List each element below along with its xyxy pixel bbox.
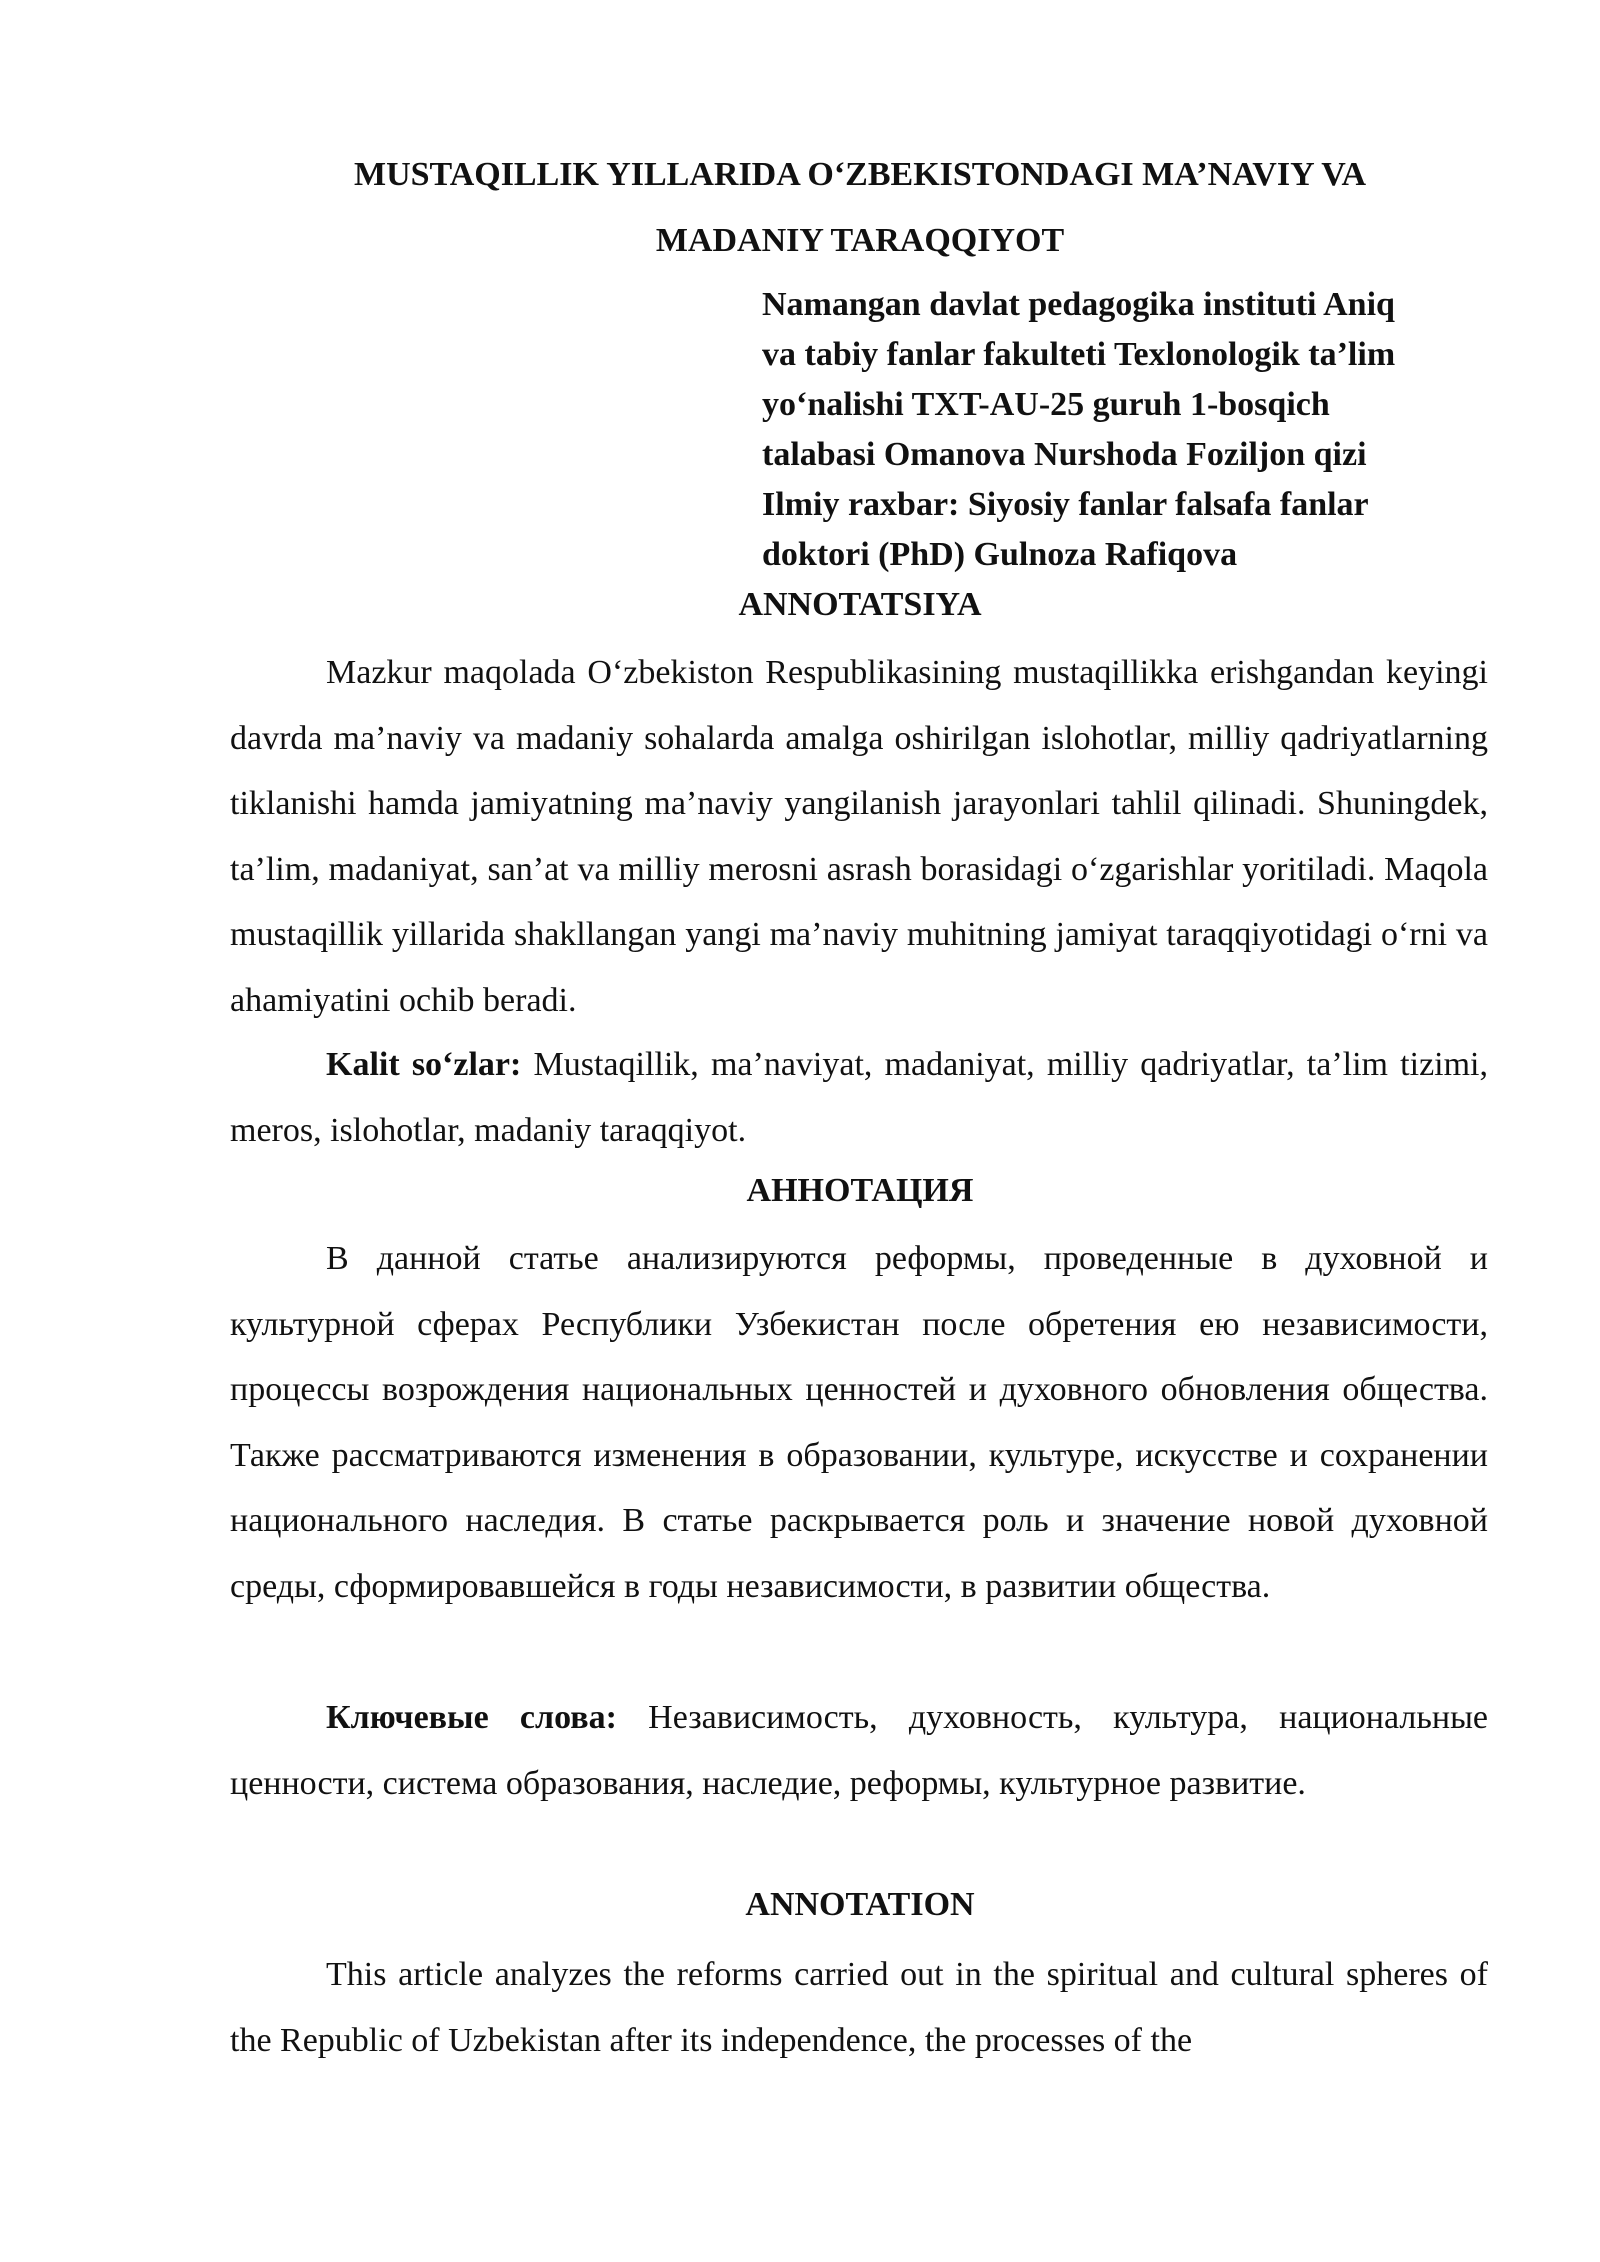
- author-line: va tabiy fanlar fakulteti Texlonologik ta’lim: [762, 336, 1396, 373]
- annotation-ru-text: В данной статье анализируются реформы, проведенные в духовной и культурной сферах Республики Узбекистан после обретения ею независимости, процессы возрождения национальных ценностей и духовного обновления общества. Также рассматриваются изменения в образовании, культуре, искусстве и сохранении национального наследия. В статье раскрывается роль и значение новой духовной среды, сформировавшейся в годы независимости, в развитии общества.: [230, 1240, 1488, 1605]
- keywords-uz: [230, 1032, 1488, 1163]
- author-line: yo‘nalishi TXT-AU-25 guruh 1-bosqich: [762, 386, 1330, 423]
- keywords-ru-label: Ключевые слова:: [326, 1699, 617, 1736]
- author-line: Ilmiy raxbar: Siyosiy fanlar falsafa fanlar: [762, 486, 1369, 523]
- paper-title: [230, 142, 1490, 274]
- keywords-ru: [230, 1685, 1488, 1816]
- paper-title-line-2: MADANIY TARAQQIYOT: [655, 222, 1065, 259]
- author-affiliation-block: [762, 280, 1502, 580]
- paper-title-line-1: MUSTAQILLIK YILLARIDA O‘ZBEKISTONDAGI MA’NAVIY VA: [353, 156, 1366, 193]
- author-line: doktori (PhD) Gulnoza Rafiqova: [762, 536, 1238, 573]
- author-line: talabasi Omanova Nurshoda Foziljon qizi: [762, 436, 1367, 473]
- keywords-ru-text: Независимость, духовность, культура, национальные ценности, система образования, наследие, реформы, культурное развитие.: [230, 1699, 1488, 1802]
- annotation-uz-text: Mazkur maqolada O‘zbekiston Respublikasining mustaqillikka erishgandan keyingi davrda ma’naviy va madaniy sohalarda amalga oshirilgan islohotlar, milliy qadriyatlarning tiklanishi hamda jamiyatning ma’naviy yangilanish jarayonlari tahlil qilinadi. Shuningdek, ta’lim, madaniyat, san’at va milliy merosni asrash borasidagi o‘zgarishlar yoritiladi. Maqola mustaqillik yillarida shakllangan yangi ma’naviy muhitning jamiyat taraqqiyotidagi o‘rni va ahamiyatini ochib beradi.: [230, 654, 1488, 1019]
- keywords-uz-label: Kalit so‘zlar:: [326, 1046, 522, 1083]
- author-line: Namangan davlat pedagogika instituti Aniq: [762, 286, 1395, 323]
- annotation-en-heading: ANNOTATION: [745, 1886, 975, 1923]
- annotation-en-text: This article analyzes the reforms carried out in the spiritual and cultural spheres of the Republic of Uzbekistan after its independence, the processes of the: [230, 1956, 1488, 2059]
- annotation-ru-heading: АННОТАЦИЯ: [746, 1172, 974, 1209]
- keywords-uz-text: Mustaqillik, ma’naviyat, madaniyat, milliy qadriyatlar, ta’lim tizimi, meros, islohotlar, madaniy taraqqiyot.: [230, 1046, 1488, 1149]
- annotation-uz-heading: ANNOTATSIYA: [738, 586, 982, 623]
